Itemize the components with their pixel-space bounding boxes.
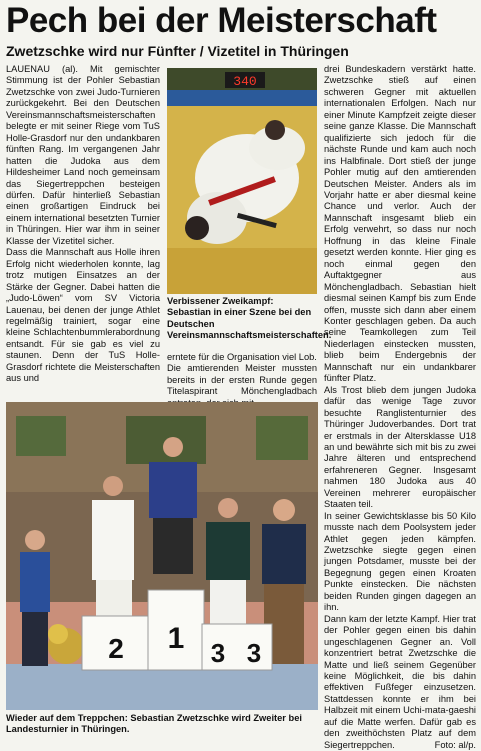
paragraph: Als Trost blieb dem jungen Judoka dafür das wenige Tage zuvor besuchte Ranglistenturnier des Thüringer Judoverbandes. Dort trat er erstmals in der Altersklasse U18 an und bewährte sich mit bis zu zwei Jahre älteren und entsprechend erfahreneren Gegner. Insgesamt nahmen 180 Judoka aus 40 Vereinen mehrerer europäischer Staaten teil. (324, 384, 476, 510)
photo-caption: Verbissener Zweikampf: Sebastian in einer Szene bei den Deutschen Vereinsmannschaftsmeisterschaften. (167, 296, 332, 341)
paragraph: erntete für die Organisation viel Lob. (167, 352, 317, 362)
judo-match-photo (167, 68, 317, 294)
headline: Pech bei der Meisterschaft (6, 1, 437, 40)
paragraph (324, 614, 476, 751)
column-3 (324, 64, 476, 751)
column-1 (6, 64, 160, 385)
podium-number: 3 (210, 638, 226, 668)
podium-number: 2 (108, 633, 124, 664)
paragraph: drei Bundeskadern verstärkt hatte. Zwetzschke stieß auf einen schweren Gegner mit aktuellen internationalen Erfolgen. Nach nur einer Minute Kampfzeit zeigte dieser seine ganze Klasse. Die Mannschaft qualifizierte sich jedoch für die nächste Runde und kam auch noch ins Halbfinale. Dort stieß der junge Pohler mutig auf den amtierenden Deutschen Meister. Anders als im Vorjahr hatte er aber diesmal keine Chance und verlor. Auch der Mannschaft insgesamt blieb ein Erfolg verwehrt, so dass nur noch Hoffnung in das kleine Finale gesetzt werden konnte. Hier ging es noch einmal gegen den Auftaktgegner aus Mönchengladbach. Sebastian hielt diesmal seinen Kampf bis zum Ende offen, musste sich dann aber einem Konter geschlagen geben. Da auch seine Teamkollegen zum Teil Niederlagen einstecken mussten, blieb beim Endergebnis der Mannschaft nur ein undankbarer fünfter Platz. (324, 64, 476, 384)
podium-number: 1 (167, 622, 185, 655)
column-2 (167, 352, 317, 409)
podium-photo (6, 402, 318, 710)
paragraph: Dass die Mannschaft aus Holle ihren Erfolg nicht wiederholen konnte, lag trotz mutigen Einsatzes an der Stärke der Gegner. Dabei hatten die „Judo-Löwen“ vom SV Victoria Lauenau, bei denen der junge Athlet regelmäßig trainiert, sogar eine kleine Schlachtenbummlerabordnung entsandt. Für sie gab es viel zu staunen. Denn der TuS Holle-Grasdorf richtete die Meisterschaften aus und (6, 247, 160, 384)
paragraph: Die amtierenden Meister mussten bereits in der ersten Runde gegen Titelaspirant Mönchengladbach (167, 363, 317, 397)
scoreboard-display: 340 (233, 74, 257, 89)
photo-credit: Foto: al/p. (434, 739, 476, 750)
paragraph: In seiner Gewichtsklasse bis 50 Kilo musste nach dem Poolsystem jeder Athlet gegen jeden kämpfen. Zwetzschke siegte gegen einen jungen Potsdamer, musste bei der Begegnung gegen einen Kroaten Punkte einstecken. Die nächsten beiden Runden gingen dagegen an ihn. (324, 510, 476, 613)
paragraph: LAUENAU (al). Mit gemischter Stimmung ist der Pohler Sebastian Zwetzschke von zwei Judo-Turnieren zurückgekehrt. Bei den Deutschen Vereinsmannschaftsmeisterschaften belegte er mit seiner Riege vom TuS Holle-Grasdorf nur den undankbaren fünften Rang. Im vergangenen Jahr hatten die Judoka aus dem Hildesheimer Land noch gemeinsam das Siegertreppchen besteigen dürfen. Dafür hinterließ Sebastian einen großartigen Eindruck bei einem international besetzten Turnier in Thüringen. Hier war ihm in seiner Klasse der Vizetitel sicher. (6, 64, 160, 246)
subheadline: Zwetzschke wird nur Fünfter / Vizetitel in Thüringen (6, 43, 349, 59)
podium-number: 3 (246, 638, 262, 668)
photo-caption: Wieder auf dem Treppchen: Sebastian Zwetzschke wird Zweiter bei Landesturnier in Thüringen. (6, 713, 302, 735)
paragraph-text: Dann kam der letzte Kampf. Hier trat der Pohler gegen einen bis dahin ungeschlagenen Gegner an. Voll konzentriert betrat Zwetzschke die Matte und ließ seinem Gegenüber keine Möglichkeit, die bis dahin effektiven Fußfeger einzusetzen. Stattdessen konnte er ihm bei Halbzeit mit einem Uchi-mata-gaeshi auf die Matte werfen. Dafür gab es den zweithöchsten Platz auf dem Siegertreppchen. (324, 613, 476, 750)
